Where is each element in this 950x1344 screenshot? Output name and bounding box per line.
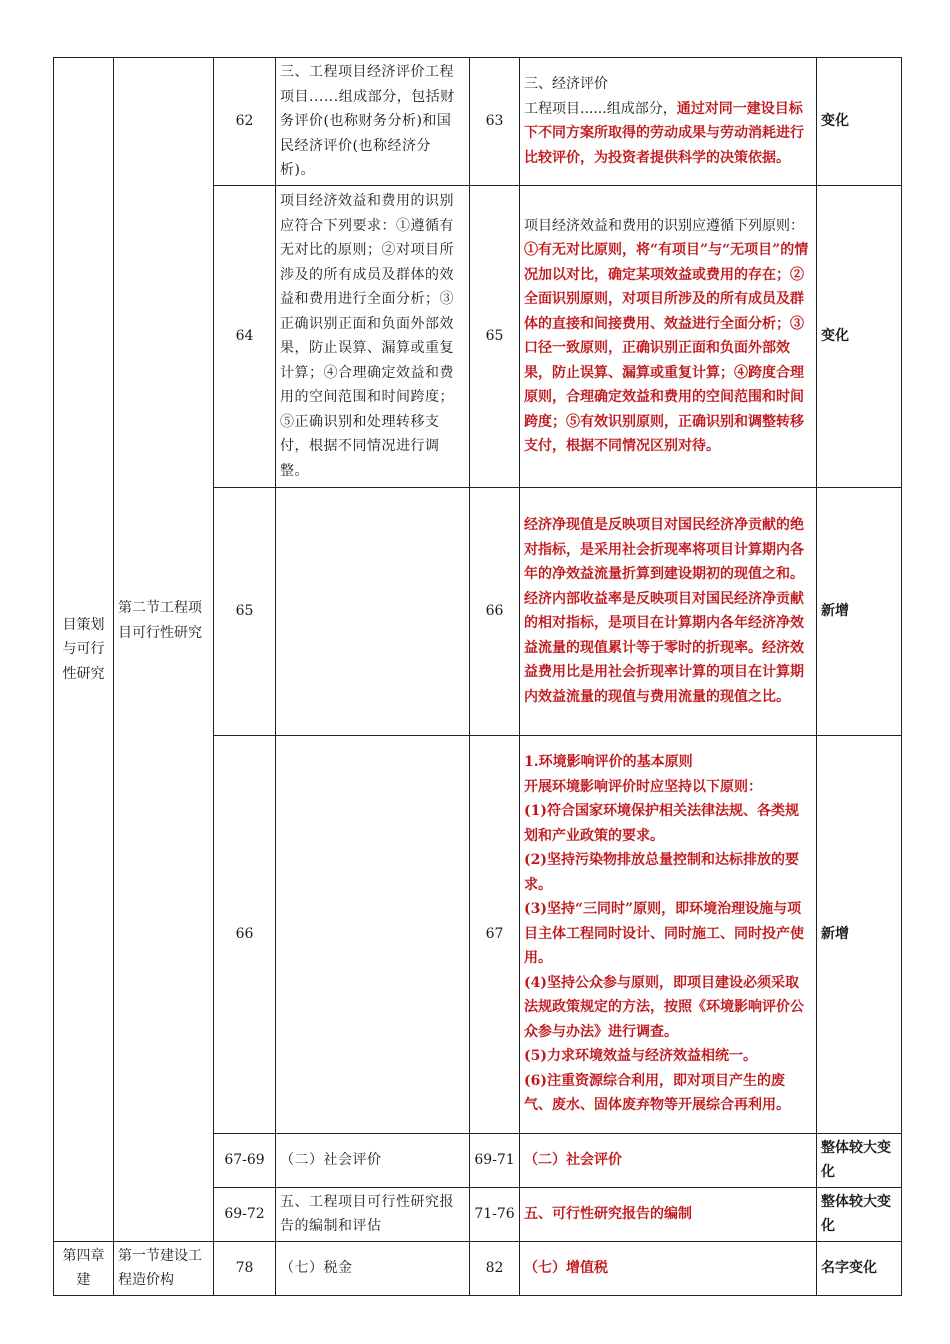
new-page: 69-71 [470,1133,520,1187]
comparison-table [53,57,902,1296]
change-label: 变化 [817,185,902,487]
new-text-line: (5)力求环境效益与经济效益相统一。 [524,1048,757,1065]
table-row [54,58,902,186]
old-text: 项目经济效益和费用的识别应符合下列要求：①遵循有无对比的原则；②对项目所涉及的所有成员及群体的效益和费用进行全面分析；③正确识别正面和负面外部效果，防止误算、漏算或重复计算；④合理确定效益和费用的空间范围和时间跨度；⑤正确识别和处理转移支付，根据不同情况进行调整。 [276,185,470,487]
new-text-line: (6)注重资源综合利用，即对项目产生的废气、废水、固体废弃物等开展综合再利用。 [524,1072,790,1114]
old-page: 78 [214,1241,276,1295]
old-page: 66 [214,735,276,1133]
new-text-red: （七）增值税 [524,1259,608,1276]
new-text-plain: 项目经济效益和费用的识别应遵循下列原则： [524,217,804,234]
table-row [54,1241,902,1295]
old-text [276,487,470,735]
new-page: 65 [470,185,520,487]
new-page: 66 [470,487,520,735]
section-title: 第一节建设工程造价构 [118,1247,202,1288]
chapter-title: 第四章建 [62,1247,105,1288]
old-page: 65 [214,487,276,735]
new-text [520,1133,817,1187]
chapter-cell [54,1241,114,1295]
section-cell [114,1241,214,1295]
new-text [520,735,817,1133]
new-text-line: (3)坚持“三同时”原则，即环境治理设施与项目主体工程同时设计、同时施工、同时投产使用。 [524,901,804,967]
section-title: 第二节工程项目可行性研究 [118,600,202,641]
new-page: 82 [470,1241,520,1295]
old-text: 五、工程项目可行性研究报告的编制和评估 [276,1187,470,1241]
new-page: 63 [470,58,520,186]
old-page: 64 [214,185,276,487]
new-text-line: 1.环境影响评价的基本原则 [524,754,693,771]
new-text-line: 开展环境影响评价时应坚持以下原则： [524,778,762,795]
change-label: 变化 [817,58,902,186]
new-text-plain: 三、经济评价 工程项目......组成部分， [524,76,677,117]
old-page: 69-72 [214,1187,276,1241]
new-text-red: （二）社会评价 [524,1151,622,1168]
old-text: （二）社会评价 [276,1133,470,1187]
new-text [520,487,817,735]
new-text-line: (1)符合国家环境保护相关法律法规、各类规划和产业政策的要求。 [524,803,799,844]
new-text [520,185,817,487]
new-text-red: 五、可行性研究报告的编制 [524,1205,692,1222]
new-page: 67 [470,735,520,1133]
new-text-line: (4)坚持公众参与原则，即项目建设必须采取法规政策规定的方法，按照《环境影响评价公众参与办法》进行调查。 [524,974,804,1040]
change-label: 整体较大变化 [817,1187,902,1241]
change-label: 新增 [817,735,902,1133]
old-page: 62 [214,58,276,186]
new-text-red: 经济净现值是反映项目对国民经济净贡献的绝对指标，是采用社会折现率将项目计算期内各年的净效益流量折算到建设期初的现值之和。经济内部收益率是反映项目对国民经济净贡献的相对指标，是项目在计算期内各年经济净效益流量的现值累计等于零时的折现率。经济效益费用比是用社会折现率计算的项目在计算期内效益流量的现值与费用流量的现值之比。 [524,517,804,705]
new-text [520,58,817,186]
chapter-cell [54,58,114,1242]
new-text [520,1241,817,1295]
old-page: 67-69 [214,1133,276,1187]
new-text-red: ①有无对比原则，将“有项目”与“无项目”的情况加以对比，确定某项效益或费用的存在；②全面识别原则，对项目所涉及的所有成员及群体的直接和间接费用、效益进行全面分析；③口径一致原则，正确识别正面和负面外部效果，防止误算、漏算或重复计算；④跨度合理原则，合理确定效益和费用的空间范围和时间跨度；⑤有效识别原则，正确识别和调整转移支付，根据不同情况区别对待。 [524,242,809,454]
change-label: 名字变化 [817,1241,902,1295]
new-text-line: (2)坚持污染物排放总量控制和达标排放的要求。 [524,852,799,893]
old-text: （七）税金 [276,1241,470,1295]
change-label: 整体较大变化 [817,1133,902,1187]
chapter-title: 目策划与可行性研究 [62,616,105,682]
new-text-red: 通过对同一建设目标下不同方案所取得的劳动成果与劳动消耗进行比较评价，为投资者提供科学的决策依据。 [524,100,804,166]
new-text [520,1187,817,1241]
old-text: 三、工程项目经济评价工程项目......组成部分，包括财务评价(也称财务分析)和国民经济评价(也称经济分析)。 [276,58,470,186]
section-cell [114,58,214,1242]
change-label: 新增 [817,487,902,735]
old-text [276,735,470,1133]
new-page: 71-76 [470,1187,520,1241]
